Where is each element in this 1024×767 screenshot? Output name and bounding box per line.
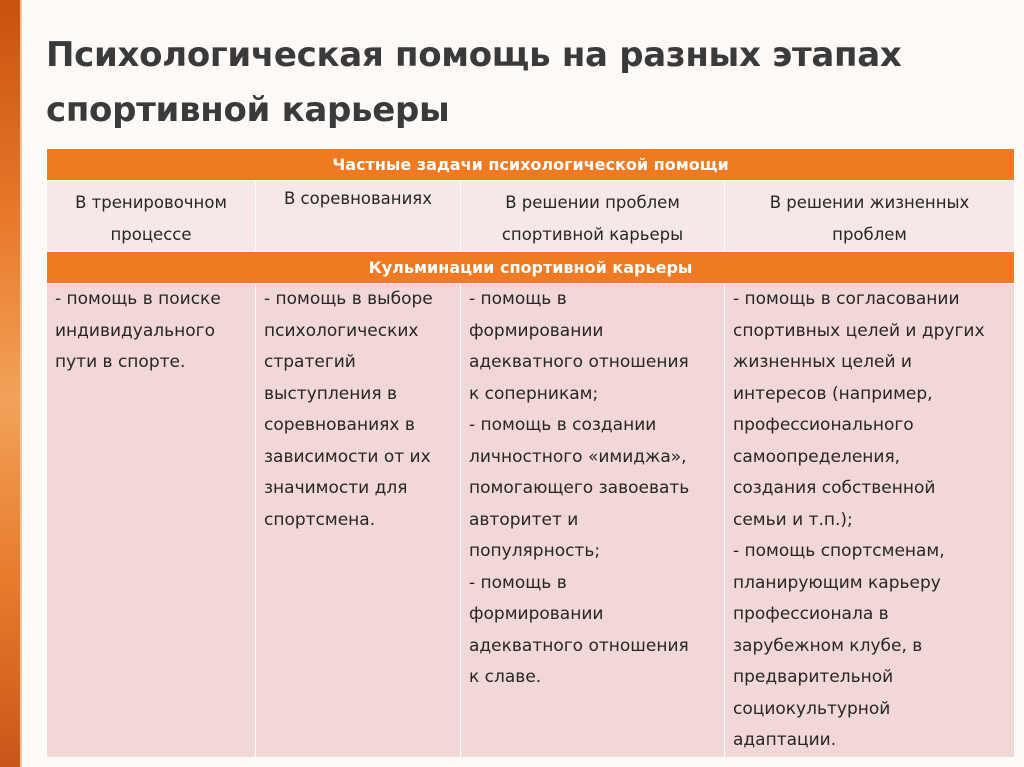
content-line: социокультурной: [733, 698, 891, 719]
content-line: - помощь спортсменам,: [733, 541, 945, 561]
slide-title-line-2: спортивной карьеры: [46, 90, 450, 130]
content-line: спортивных целей и других: [733, 320, 985, 341]
content-line: создания собственной: [733, 478, 936, 498]
decorative-side-strip: [0, 0, 20, 767]
content-line: формировании: [469, 604, 604, 624]
table-header-row: [47, 149, 1015, 181]
content-line: жизненных целей и: [733, 352, 912, 372]
content-line: индивидуального: [55, 320, 215, 341]
content-line: - помощь в выборе: [264, 289, 433, 309]
content-line: планирующим карьеру: [733, 572, 941, 593]
subheader-text: проблем: [832, 225, 907, 244]
slide-title: [46, 28, 1006, 138]
content-line: интересов (например,: [733, 383, 933, 404]
subheader-cell-life-problems: [725, 181, 1015, 252]
content-line: психологических: [264, 320, 419, 341]
decorative-side-line: [20, 0, 22, 767]
tasks-table: [46, 148, 1015, 758]
content-line: к славе.: [469, 667, 542, 687]
subheader-text: В тренировочном: [75, 193, 227, 212]
slide-title-line-1: Психологическая помощь на разных этапах: [46, 35, 902, 75]
content-line: - помощь в поиске: [55, 289, 221, 309]
header-cell: Частные задачи психологической помощи: [47, 149, 1015, 181]
content-line: спортсмена.: [264, 509, 376, 530]
content-line: значимости для: [264, 478, 408, 498]
subheader-text: процессе: [110, 225, 192, 244]
content-cell: [461, 284, 725, 758]
content-line: пути в спорте.: [55, 352, 186, 372]
content-line: выступления в: [264, 383, 398, 404]
content-line: зарубежном клубе, в: [733, 635, 923, 656]
content-line: семьи и т.п.);: [733, 509, 853, 530]
section-row: [47, 252, 1015, 284]
content-line: адекватного отношения: [469, 352, 689, 372]
content-line: формировании: [469, 320, 604, 341]
subheader-text: спортивной карьеры: [501, 225, 684, 244]
content-line: профессионального: [733, 415, 914, 435]
content-line: зависимости от их: [264, 446, 431, 467]
subheader-cell-training: [47, 181, 256, 252]
content-line: адекватного отношения: [469, 635, 689, 656]
content-line: популярность;: [469, 541, 601, 561]
subheader-cell-competitions: [256, 181, 461, 252]
content-line: - помощь в: [469, 572, 567, 593]
content-cell: [725, 284, 1015, 758]
content-line: помогающего завоевать: [469, 478, 690, 498]
content-line: адаптации.: [733, 730, 837, 750]
subheader-text: В соревнованиях: [283, 189, 432, 208]
content-cell: [256, 284, 461, 758]
subheader-cell-career-problems: [461, 181, 725, 252]
content-line: личностного «имиджа»,: [469, 446, 687, 467]
content-row: [47, 284, 1015, 758]
content-cell: [47, 284, 256, 758]
content-line: соревнованиях в: [264, 415, 415, 435]
content-line: - помощь в создании: [469, 415, 657, 435]
content-line: профессионала в: [733, 604, 889, 624]
subheader-text: В решении жизненных: [769, 193, 970, 212]
content-line: - помощь в согласовании: [733, 289, 960, 309]
section-cell: Кульминации спортивной карьеры: [47, 252, 1015, 284]
content-line: к соперникам;: [469, 383, 599, 404]
content-line: самоопределения,: [733, 446, 901, 467]
subheader-row: [47, 181, 1015, 252]
content-line: авторитет и: [469, 509, 579, 530]
subheader-text: В решении проблем: [505, 193, 680, 212]
content-line: стратегий: [264, 352, 356, 372]
content-line: - помощь в: [469, 289, 567, 309]
content-line: предварительной: [733, 667, 894, 687]
